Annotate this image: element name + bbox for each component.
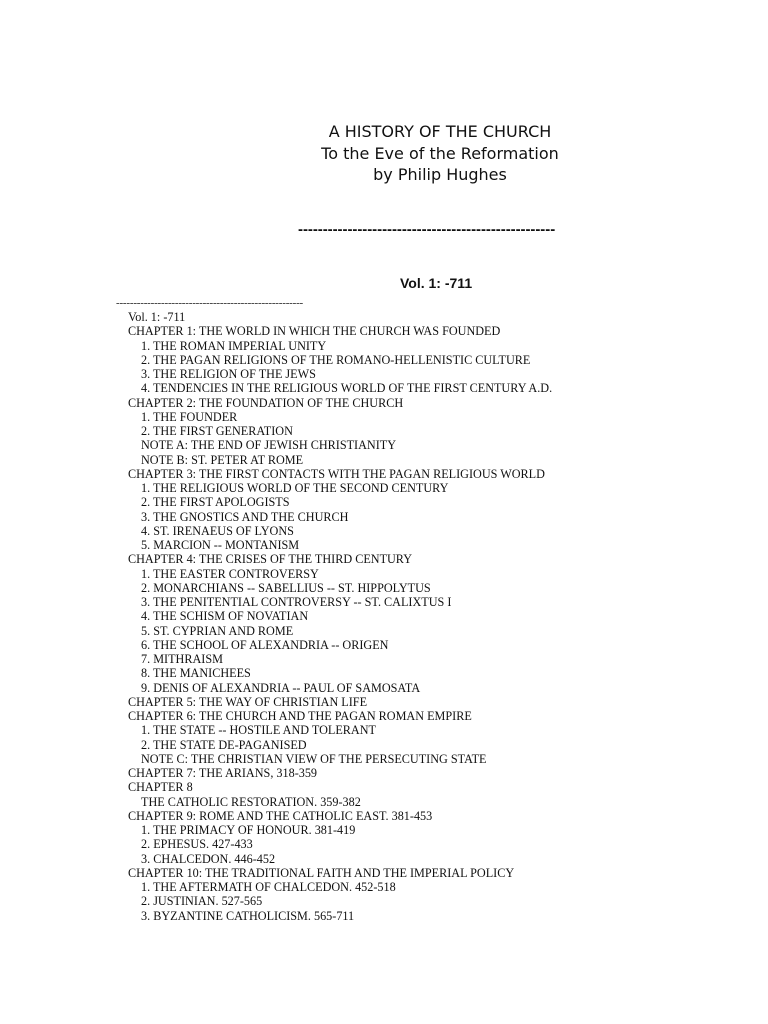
- toc-subentry[interactable]: 1. THE STATE -- HOSTILE AND TOLERANT: [141, 723, 376, 738]
- toc-subentry[interactable]: 6. THE SCHOOL OF ALEXANDRIA -- ORIGEN: [141, 637, 389, 652]
- toc-heading-entry[interactable]: CHAPTER 7: THE ARIANS, 318-359: [128, 766, 318, 780]
- toc-subentry[interactable]: THE CATHOLIC RESTORATION. 359-382: [141, 794, 361, 809]
- toc-subentry[interactable]: 1. THE RELIGIOUS WORLD OF THE SECOND CENTURY: [141, 481, 449, 495]
- toc-subentry[interactable]: 4. ST. IRENAEUS OF LYONS: [141, 523, 294, 538]
- toc-subentry[interactable]: 2. EPHESUS. 427-433: [141, 837, 253, 852]
- title-line-main: A HISTORY OF THE CHURCH: [328, 122, 552, 141]
- toc-subentry[interactable]: 5. ST. CYPRIAN AND ROME: [141, 623, 294, 638]
- toc-heading-entry[interactable]: CHAPTER 2: THE FOUNDATION OF THE CHURCH: [128, 395, 404, 410]
- toc-subentry[interactable]: 3. THE PENITENTIAL CONTROVERSY -- ST. CALIXTUS I: [141, 595, 452, 609]
- toc-subentry[interactable]: 2. THE PAGAN RELIGIONS OF THE ROMANO-HELLENISTIC CULTURE: [141, 352, 531, 367]
- toc-heading-entry[interactable]: CHAPTER 4: THE CRISES OF THE THIRD CENTURY: [128, 552, 413, 567]
- toc-subentry[interactable]: 1. THE PRIMACY OF HONOUR. 381-419: [141, 823, 356, 837]
- toc-subentry[interactable]: 4. THE SCHISM OF NOVATIAN: [141, 609, 309, 624]
- toc-subentry[interactable]: 2. THE FIRST GENERATION: [141, 424, 293, 438]
- toc-subentry[interactable]: 2. THE FIRST APOLOGISTS: [141, 495, 290, 510]
- toc-heading-entry[interactable]: CHAPTER 10: THE TRADITIONAL FAITH AND THE IMPERIAL POLICY: [128, 865, 515, 880]
- toc-subentry[interactable]: 2. MONARCHIANS -- SABELLIUS -- ST. HIPPOLYTUS: [141, 580, 431, 595]
- toc-subentry[interactable]: NOTE A: THE END OF JEWISH CHRISTIANITY: [141, 438, 397, 453]
- toc-subentry[interactable]: NOTE C: THE CHRISTIAN VIEW OF THE PERSECUTING STATE: [141, 751, 487, 766]
- toc-subentry[interactable]: 7. MITHRAISM: [141, 652, 223, 666]
- title-line-author: by Philip Hughes: [373, 165, 507, 184]
- toc-heading-entry[interactable]: CHAPTER 9: ROME AND THE CATHOLIC EAST. 381-453: [128, 808, 433, 823]
- toc-subentry[interactable]: 9. DENIS OF ALEXANDRIA -- PAUL OF SAMOSATA: [141, 680, 421, 695]
- toc-subentry[interactable]: 3. CHALCEDON. 446-452: [141, 851, 276, 866]
- toc-heading-entry[interactable]: CHAPTER 3: THE FIRST CONTACTS WITH THE PAGAN RELIGIOUS WORLD: [128, 466, 545, 481]
- toc-subentry[interactable]: 4. TENDENCIES IN THE RELIGIOUS WORLD OF THE FIRST CENTURY A.D.: [141, 381, 553, 396]
- thin-divider: ------------------------------------------------------: [116, 297, 304, 309]
- toc-heading-entry[interactable]: CHAPTER 6: THE CHURCH AND THE PAGAN ROMAN EMPIRE: [128, 709, 472, 723]
- toc-heading-entry[interactable]: Vol. 1: -711: [128, 310, 186, 324]
- bold-divider: ----------------------------------------------------: [298, 221, 556, 238]
- toc-heading-entry[interactable]: CHAPTER 1: THE WORLD IN WHICH THE CHURCH WAS FOUNDED: [128, 324, 501, 339]
- toc-subentry[interactable]: NOTE B: ST. PETER AT ROME: [141, 452, 304, 467]
- toc-subentry[interactable]: 1. THE EASTER CONTROVERSY: [141, 566, 319, 581]
- toc-heading-entry[interactable]: CHAPTER 5: THE WAY OF CHRISTIAN LIFE: [128, 694, 368, 709]
- toc-subentry[interactable]: 2. JUSTINIAN. 527-565: [141, 894, 263, 909]
- title-line-subtitle: To the Eve of the Reformation: [321, 143, 559, 163]
- toc-heading-entry[interactable]: CHAPTER 8: [128, 780, 193, 795]
- toc-subentry[interactable]: 8. THE MANICHEES: [141, 666, 251, 681]
- toc-subentry[interactable]: 1. THE ROMAN IMPERIAL UNITY: [141, 338, 327, 353]
- table-of-contents: [128, 310, 552, 923]
- volume-heading: Vol. 1: -711: [400, 275, 473, 291]
- document-title: [300, 121, 580, 186]
- toc-subentry[interactable]: 1. THE FOUNDER: [141, 409, 238, 424]
- toc-subentry[interactable]: 1. THE AFTERMATH OF CHALCEDON. 452-518: [141, 880, 396, 894]
- toc-subentry[interactable]: 3. THE RELIGION OF THE JEWS: [141, 367, 316, 381]
- toc-subentry[interactable]: 2. THE STATE DE-PAGANISED: [141, 737, 307, 752]
- toc-subentry[interactable]: 5. MARCION -- MONTANISM: [141, 538, 300, 552]
- toc-subentry[interactable]: 3. BYZANTINE CATHOLICISM. 565-711: [141, 908, 355, 923]
- toc-subentry[interactable]: 3. THE GNOSTICS AND THE CHURCH: [141, 509, 349, 524]
